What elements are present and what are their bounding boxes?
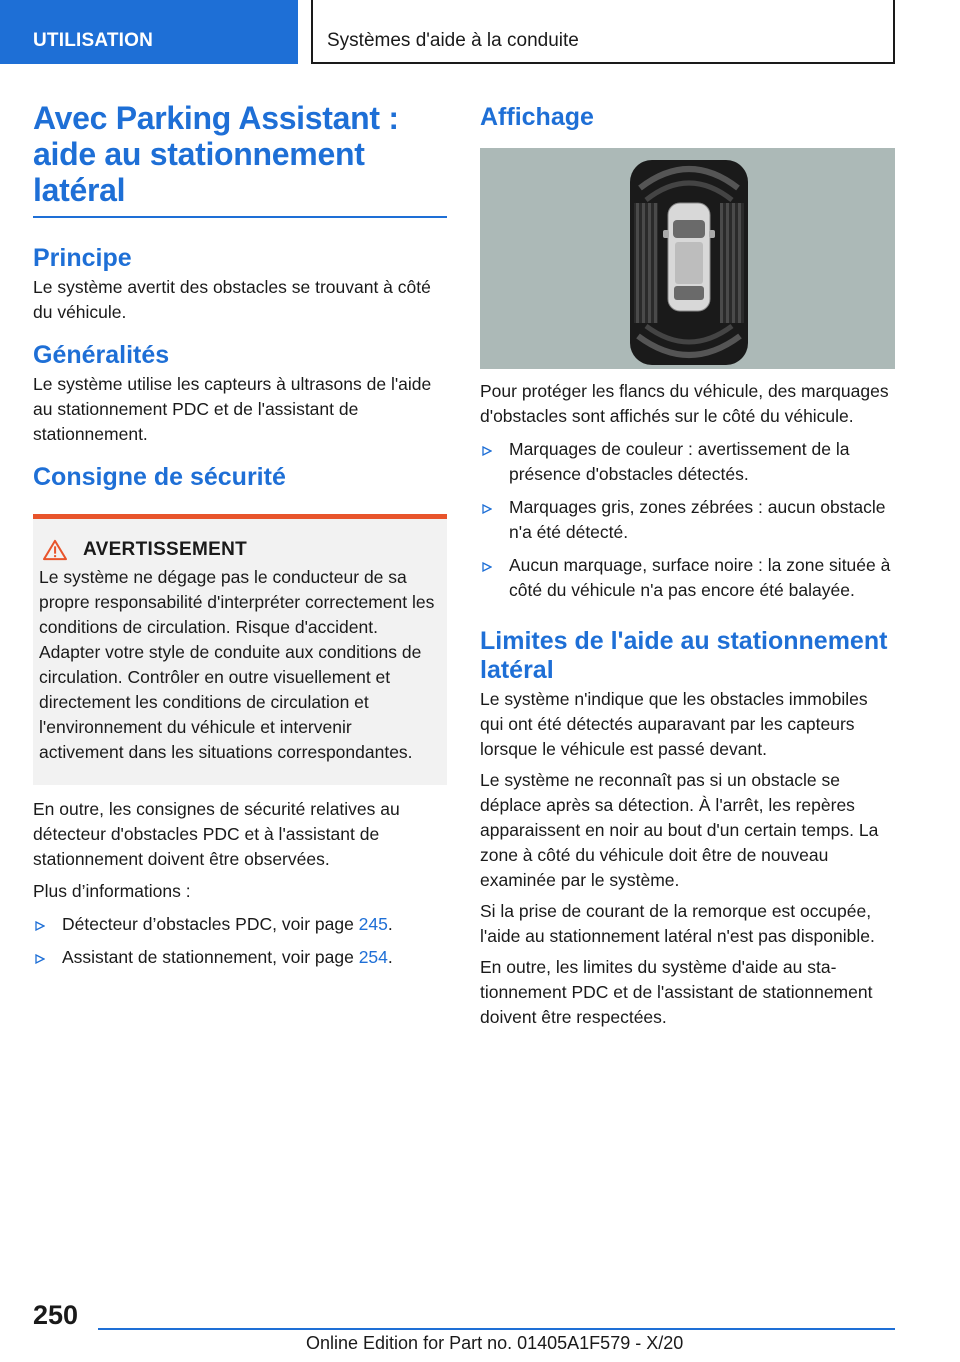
header-section-label: UTILISATION xyxy=(33,30,154,51)
reference-text: Détecteur d’obstacles PDC, voir page xyxy=(62,914,359,934)
list-item xyxy=(33,912,447,937)
page-number: 250 xyxy=(33,1300,79,1330)
principe-heading: Principe xyxy=(33,244,132,272)
warning-text: Le système ne dégage pas le conducteur de sa propre responsabilité d'interpréter correctement les conditions de circulation. Risque d'accident. Adapter votre style de conduite aux conditions de circulation. Contrôler en outre visuellement et directement les conditions de circulation et l'environnement du véhicule et intervenir activement dans les situations correspondantes. xyxy=(39,567,435,762)
triangle-bullet-icon xyxy=(482,504,492,514)
marking-legend-text: Marquages gris, zones zébrées : aucun obstacle n'a été détecté. xyxy=(509,497,886,542)
triangle-bullet-icon xyxy=(35,921,45,931)
page-title-line: Avec Parking Assistant : xyxy=(33,100,399,136)
marking-legend-text: Aucun marquage, surface noire : la zone située à côté du véhicule n'a pas encore été balayée. xyxy=(509,555,891,600)
list-item xyxy=(33,945,447,970)
generalites-text: Le système utilise les capteurs à ultrasons de l'aide au stationnement PDC et de l'assistant de stationnement. xyxy=(33,374,432,444)
page-title-line: aide au stationnement xyxy=(33,136,365,172)
page-title xyxy=(33,100,447,208)
principe-text: Le système avertit des obstacles se trouvant à côté du véhicule. xyxy=(33,277,431,322)
triangle-bullet-icon xyxy=(482,562,492,572)
left-column xyxy=(33,100,447,970)
limites-paragraph: Le système n'indique que les obstacles immobiles qui ont été détectés auparavant par les capteurs lorsque le véhicule est passé devant. xyxy=(480,689,868,759)
header-section-tab xyxy=(0,0,298,64)
plus-info-text: Plus d’informations : xyxy=(33,881,191,901)
car-top-view-icon xyxy=(480,148,895,369)
consigne-heading: Consigne de sécurité xyxy=(33,463,286,491)
outre-text: En outre, les consignes de sécurité relatives au détecteur d'obstacles PDC et à l'assistant de stationnement doivent être observées. xyxy=(33,799,400,869)
page-link-254[interactable]: 254 xyxy=(358,947,388,967)
triangle-bullet-icon xyxy=(35,954,45,964)
list-item xyxy=(480,495,895,545)
marking-legend-list xyxy=(480,437,895,603)
reference-list xyxy=(33,912,447,970)
reference-tail: . xyxy=(387,947,393,967)
limites-paragraph: Si la prise de courant de la remorque est occupée, l'aide au stationnement latéral n'est pas disponible. xyxy=(480,901,875,946)
parking-display-illustration xyxy=(480,148,895,369)
footer-divider xyxy=(98,1328,895,1330)
limites-paragraph: Le système ne reconnaît pas si un obstacle se déplace après sa détection. À l'arrêt, les repères apparaissent en noir au bout d'un certain temps. La zone à côté du véhicule doit être de nouveau examinée par le système. xyxy=(480,770,879,890)
header-chapter-tab xyxy=(311,0,895,64)
list-item xyxy=(480,553,895,603)
reference-tail: . xyxy=(387,914,393,934)
generalites-heading: Généralités xyxy=(33,341,170,369)
affichage-heading: Affichage xyxy=(480,103,594,131)
title-divider xyxy=(33,216,447,218)
page-title-line: latéral xyxy=(33,172,126,208)
limites-heading: Limites de l'aide au stationnement latéral xyxy=(480,627,888,684)
list-item xyxy=(480,437,895,487)
triangle-bullet-icon xyxy=(482,446,492,456)
page-link-245[interactable]: 245 xyxy=(358,914,388,934)
warning-header xyxy=(39,539,441,561)
warning-triangle-icon xyxy=(41,539,69,561)
header-chapter-label: Systèmes d'aide à la conduite xyxy=(327,30,579,51)
affichage-text: Pour protéger les flancs du véhicule, des marquages d'obstacles sont affichés sur le côté du véhicule. xyxy=(480,381,889,426)
marking-legend-text: Marquages de couleur : avertissement de la présence d'obstacles détectés. xyxy=(509,439,850,484)
right-column xyxy=(480,100,895,1030)
reference-text: Assistant de stationnement, voir page xyxy=(62,947,359,967)
warning-box xyxy=(33,519,447,785)
footer-edition-text: Online Edition for Part no. 01405A1F579 - X/20 xyxy=(306,1333,684,1353)
limites-paragraph: En outre, les limites du système d'aide au stationnement PDC et de l'assistant de stationnement doivent être respectées. xyxy=(480,957,873,1027)
warning-label: AVERTISSEMENT xyxy=(83,539,248,560)
